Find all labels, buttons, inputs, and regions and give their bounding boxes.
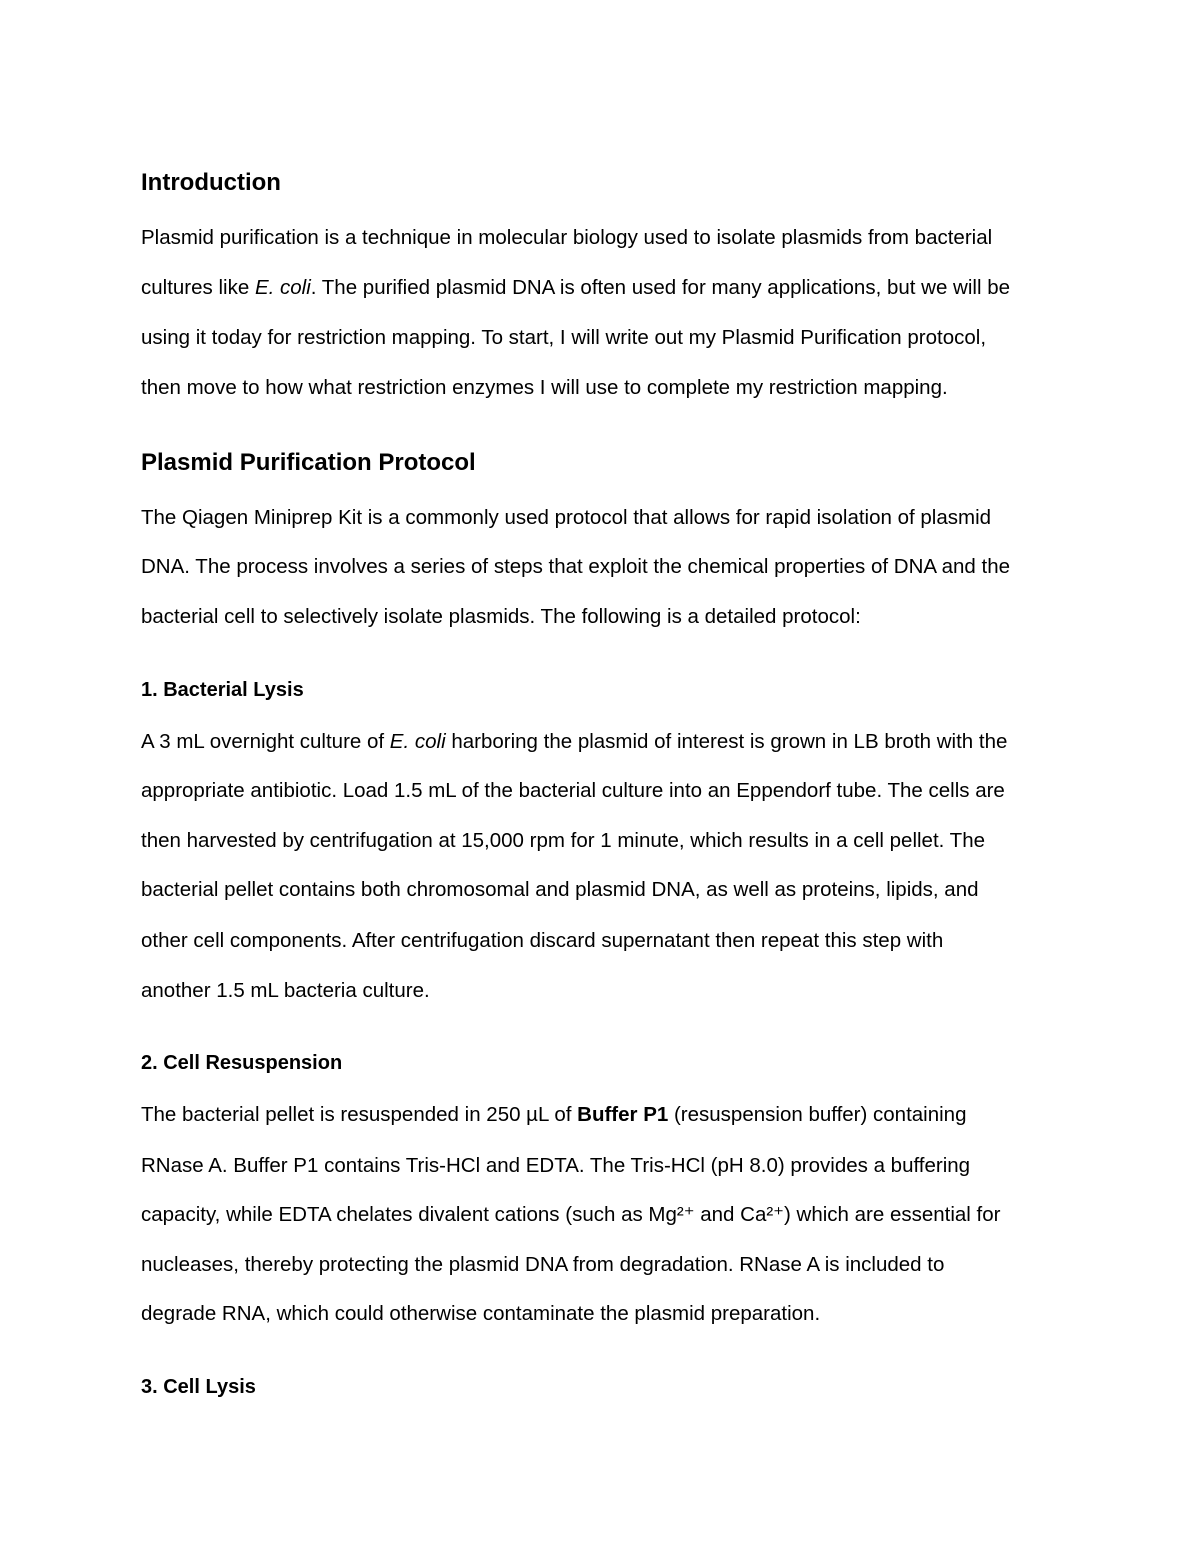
- step1-line-1-pre: A 3 mL overnight culture of: [141, 730, 390, 753]
- step1-line-1: [141, 728, 1007, 756]
- step2-line-2: RNase A. Buffer P1 contains Tris-HCl and EDTA. The Tris-HCl (pH 8.0) provides a buffering: [141, 1154, 971, 1177]
- step1-heading: 1. Bacterial Lysis: [141, 679, 304, 701]
- step2-line-1-pre: The bacterial pellet is resuspended in 250 µL of: [141, 1103, 578, 1126]
- step1-line-5: other cell components. After centrifugation discard supernatant then repeat this step with: [141, 929, 944, 952]
- step2-line-5: degrade RNA, which could otherwise contaminate the plasmid preparation.: [141, 1302, 821, 1325]
- protocol-line-1: The Qiagen Miniprep Kit is a commonly used protocol that allows for rapid isolation of plasmid: [141, 506, 992, 529]
- step1-line-3: then harvested by centrifugation at 15,000 rpm for 1 minute, which results in a cell pellet. The: [141, 829, 986, 852]
- step1-line-1-post: harboring the plasmid of interest is grown in LB broth with the: [445, 730, 1008, 753]
- step1-line-1-species: E. coli: [389, 730, 446, 753]
- protocol-heading: Plasmid Purification Protocol: [141, 449, 476, 476]
- step2-line-1-buffer: Buffer P1: [577, 1103, 669, 1126]
- introduction-line-3: using it today for restriction mapping. To start, I will write out my Plasmid Purification protocol,: [141, 326, 987, 349]
- step2-line-4: nucleases, thereby protecting the plasmid DNA from degradation. RNase A is included to: [141, 1253, 945, 1276]
- step1-line-4: bacterial pellet contains both chromosomal and plasmid DNA, as well as proteins, lipids, and: [141, 878, 979, 901]
- step1-line-6: another 1.5 mL bacteria culture.: [141, 979, 430, 1002]
- introduction-line-1: Plasmid purification is a technique in molecular biology used to isolate plasmids from bacterial: [141, 226, 993, 249]
- step3-heading: 3. Cell Lysis: [141, 1376, 256, 1398]
- step2-heading: 2. Cell Resuspension: [141, 1052, 343, 1074]
- step2-line-1: [141, 1101, 966, 1129]
- introduction-line-2-species: E. coli: [254, 276, 311, 299]
- introduction-heading: Introduction: [141, 169, 281, 196]
- protocol-line-3: bacterial cell to selectively isolate plasmids. The following is a detailed protocol:: [141, 605, 861, 628]
- introduction-line-2-pre: cultures like: [141, 276, 255, 299]
- protocol-line-2: DNA. The process involves a series of steps that exploit the chemical properties of DNA and the: [141, 555, 1011, 578]
- step1-line-2: appropriate antibiotic. Load 1.5 mL of the bacterial culture into an Eppendorf tube. The cells are: [141, 779, 1005, 802]
- step2-line-1-post: (resuspension buffer) containing: [668, 1103, 967, 1126]
- introduction-line-4: then move to how what restriction enzymes I will use to complete my restriction mapping.: [141, 376, 948, 399]
- introduction-line-2-post: . The purified plasmid DNA is often used for many applications, but we will be: [310, 276, 1011, 299]
- step2-line-3: capacity, while EDTA chelates divalent cations (such as Mg²⁺ and Ca²⁺) which are essential for: [141, 1203, 1001, 1226]
- introduction-line-2: [141, 274, 1010, 302]
